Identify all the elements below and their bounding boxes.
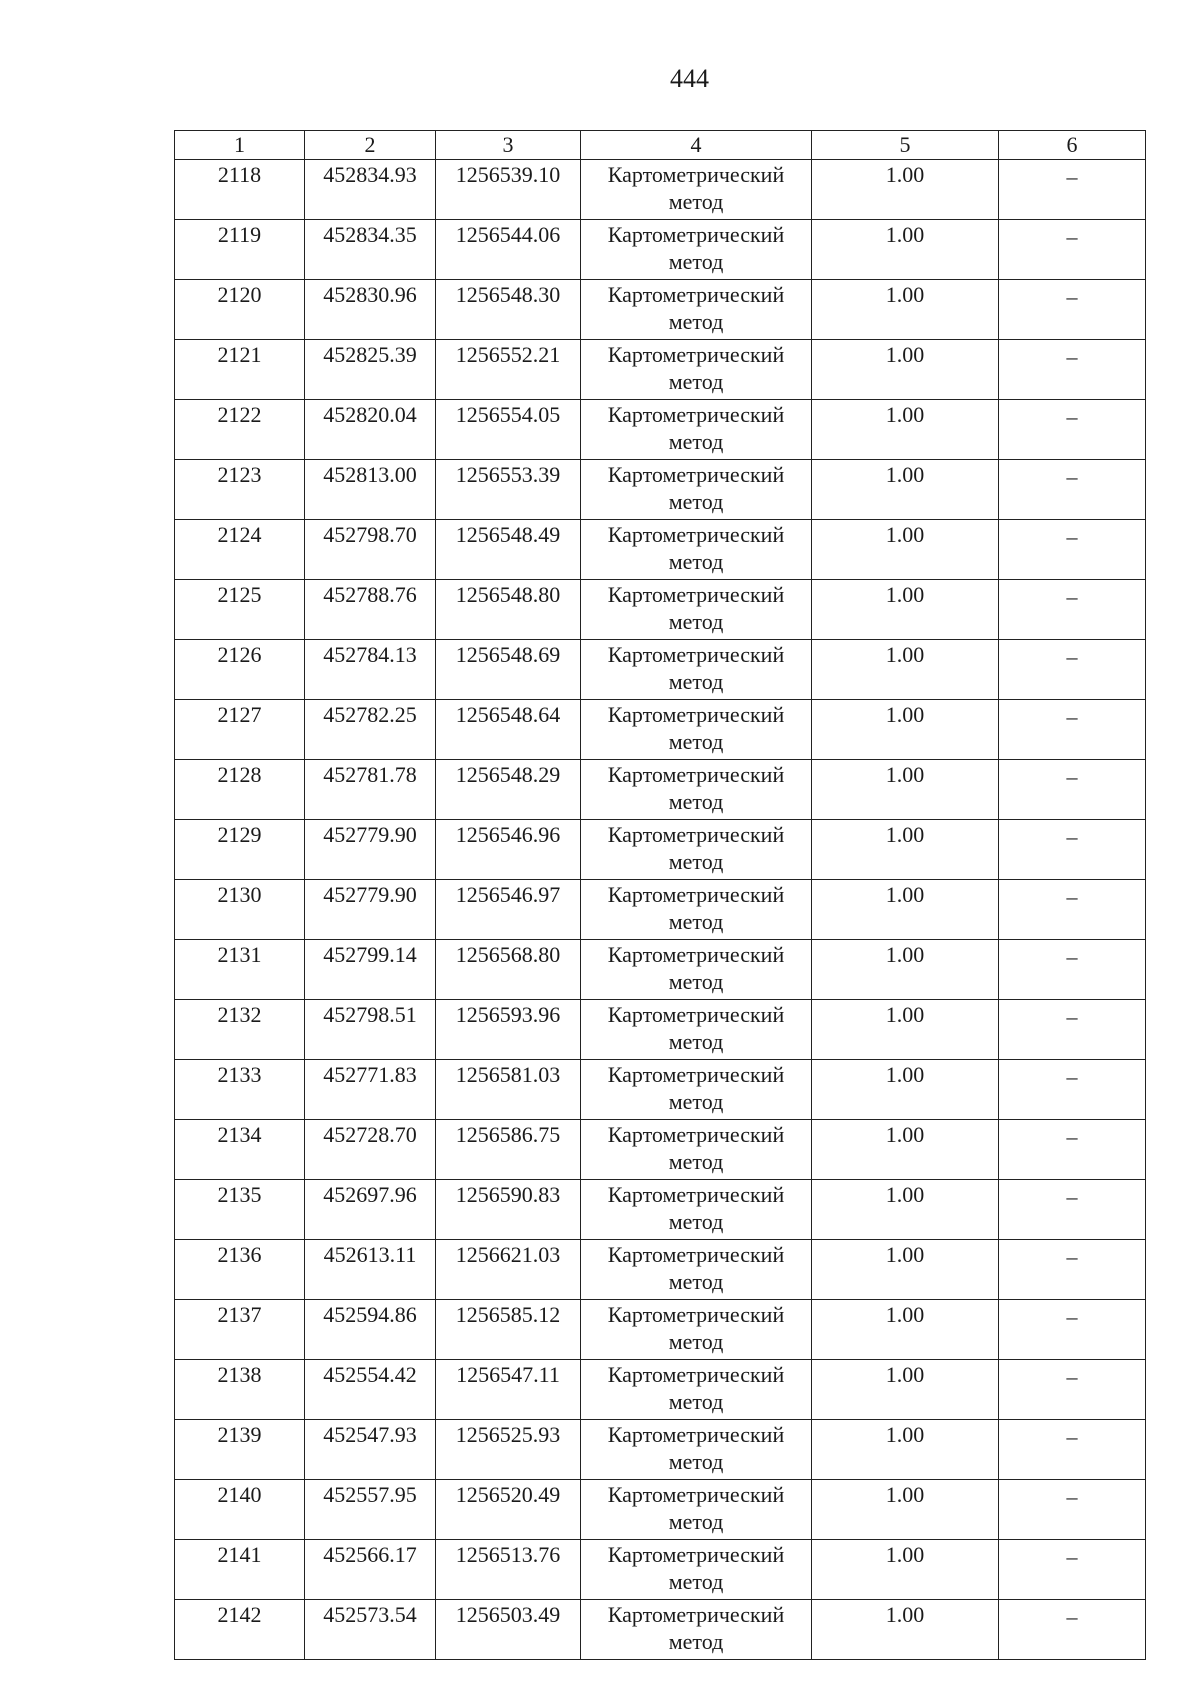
y-coordinate-cell: 1256553.39 — [436, 460, 581, 520]
accuracy-cell: 1.00 — [812, 1120, 999, 1180]
note-cell: – — [999, 220, 1146, 280]
table-row — [175, 820, 1146, 880]
note-cell: – — [999, 460, 1146, 520]
note-cell: – — [999, 1540, 1146, 1600]
table-row — [175, 1480, 1146, 1540]
y-coordinate-cell: 1256546.97 — [436, 880, 581, 940]
table-row — [175, 1060, 1146, 1120]
note-cell: – — [999, 880, 1146, 940]
column-header: 6 — [999, 131, 1146, 160]
x-coordinate-cell: 452820.04 — [305, 400, 436, 460]
accuracy-cell: 1.00 — [812, 760, 999, 820]
column-header: 1 — [175, 131, 305, 160]
method-cell: Картометрический метод — [581, 160, 812, 220]
note-cell: – — [999, 1180, 1146, 1240]
method-cell: Картометрический метод — [581, 1300, 812, 1360]
table-row — [175, 1000, 1146, 1060]
table-row — [175, 1120, 1146, 1180]
table-row — [175, 580, 1146, 640]
method-cell: Картометрический метод — [581, 820, 812, 880]
y-coordinate-cell: 1256503.49 — [436, 1600, 581, 1660]
method-cell: Картометрический метод — [581, 1000, 812, 1060]
point-number-cell: 2140 — [175, 1480, 305, 1540]
table-row — [175, 1360, 1146, 1420]
table-row — [175, 880, 1146, 940]
x-coordinate-cell: 452779.90 — [305, 880, 436, 940]
note-cell: – — [999, 340, 1146, 400]
y-coordinate-cell: 1256552.21 — [436, 340, 581, 400]
accuracy-cell: 1.00 — [812, 700, 999, 760]
y-coordinate-cell: 1256554.05 — [436, 400, 581, 460]
point-number-cell: 2119 — [175, 220, 305, 280]
x-coordinate-cell: 452779.90 — [305, 820, 436, 880]
accuracy-cell: 1.00 — [812, 880, 999, 940]
note-cell: – — [999, 400, 1146, 460]
table-row — [175, 700, 1146, 760]
y-coordinate-cell: 1256548.80 — [436, 580, 581, 640]
point-number-cell: 2142 — [175, 1600, 305, 1660]
method-cell: Картометрический метод — [581, 1180, 812, 1240]
method-cell: Картометрический метод — [581, 700, 812, 760]
accuracy-cell: 1.00 — [812, 820, 999, 880]
method-cell: Картометрический метод — [581, 340, 812, 400]
point-number-cell: 2136 — [175, 1240, 305, 1300]
accuracy-cell: 1.00 — [812, 1180, 999, 1240]
accuracy-cell: 1.00 — [812, 1600, 999, 1660]
note-cell: – — [999, 1420, 1146, 1480]
column-header: 3 — [436, 131, 581, 160]
table-row — [175, 1540, 1146, 1600]
note-cell: – — [999, 1240, 1146, 1300]
x-coordinate-cell: 452697.96 — [305, 1180, 436, 1240]
note-cell: – — [999, 520, 1146, 580]
x-coordinate-cell: 452557.95 — [305, 1480, 436, 1540]
method-cell: Картометрический метод — [581, 760, 812, 820]
accuracy-cell: 1.00 — [812, 640, 999, 700]
x-coordinate-cell: 452728.70 — [305, 1120, 436, 1180]
header-row — [175, 131, 1146, 160]
accuracy-cell: 1.00 — [812, 1060, 999, 1120]
accuracy-cell: 1.00 — [812, 1420, 999, 1480]
note-cell: – — [999, 1600, 1146, 1660]
table-row — [175, 400, 1146, 460]
x-coordinate-cell: 452566.17 — [305, 1540, 436, 1600]
y-coordinate-cell: 1256520.49 — [436, 1480, 581, 1540]
note-cell: – — [999, 1360, 1146, 1420]
method-cell: Картометрический метод — [581, 1120, 812, 1180]
x-coordinate-cell: 452573.54 — [305, 1600, 436, 1660]
x-coordinate-cell: 452834.93 — [305, 160, 436, 220]
y-coordinate-cell: 1256544.06 — [436, 220, 581, 280]
x-coordinate-cell: 452554.42 — [305, 1360, 436, 1420]
method-cell: Картометрический метод — [581, 220, 812, 280]
method-cell: Картометрический метод — [581, 1480, 812, 1540]
method-cell: Картометрический метод — [581, 640, 812, 700]
accuracy-cell: 1.00 — [812, 160, 999, 220]
x-coordinate-cell: 452834.35 — [305, 220, 436, 280]
x-coordinate-cell: 452798.51 — [305, 1000, 436, 1060]
x-coordinate-cell: 452782.25 — [305, 700, 436, 760]
note-cell: – — [999, 1120, 1146, 1180]
point-number-cell: 2126 — [175, 640, 305, 700]
point-number-cell: 2134 — [175, 1120, 305, 1180]
y-coordinate-cell: 1256548.69 — [436, 640, 581, 700]
method-cell: Картометрический метод — [581, 880, 812, 940]
y-coordinate-cell: 1256621.03 — [436, 1240, 581, 1300]
y-coordinate-cell: 1256548.30 — [436, 280, 581, 340]
x-coordinate-cell: 452798.70 — [305, 520, 436, 580]
y-coordinate-cell: 1256581.03 — [436, 1060, 581, 1120]
y-coordinate-cell: 1256547.11 — [436, 1360, 581, 1420]
point-number-cell: 2132 — [175, 1000, 305, 1060]
point-number-cell: 2118 — [175, 160, 305, 220]
method-cell: Картометрический метод — [581, 1240, 812, 1300]
y-coordinate-cell: 1256546.96 — [436, 820, 581, 880]
x-coordinate-cell: 452784.13 — [305, 640, 436, 700]
table-row — [175, 1300, 1146, 1360]
point-number-cell: 2129 — [175, 820, 305, 880]
accuracy-cell: 1.00 — [812, 1540, 999, 1600]
y-coordinate-cell: 1256513.76 — [436, 1540, 581, 1600]
y-coordinate-cell: 1256586.75 — [436, 1120, 581, 1180]
point-number-cell: 2135 — [175, 1180, 305, 1240]
y-coordinate-cell: 1256590.83 — [436, 1180, 581, 1240]
x-coordinate-cell: 452594.86 — [305, 1300, 436, 1360]
table-body — [175, 160, 1146, 1660]
table-row — [175, 1240, 1146, 1300]
table-row — [175, 1600, 1146, 1660]
note-cell: – — [999, 640, 1146, 700]
x-coordinate-cell: 452771.83 — [305, 1060, 436, 1120]
y-coordinate-cell: 1256525.93 — [436, 1420, 581, 1480]
method-cell: Картометрический метод — [581, 1600, 812, 1660]
method-cell: Картометрический метод — [581, 520, 812, 580]
accuracy-cell: 1.00 — [812, 340, 999, 400]
method-cell: Картометрический метод — [581, 460, 812, 520]
note-cell: – — [999, 1300, 1146, 1360]
y-coordinate-cell: 1256568.80 — [436, 940, 581, 1000]
point-number-cell: 2138 — [175, 1360, 305, 1420]
point-number-cell: 2124 — [175, 520, 305, 580]
y-coordinate-cell: 1256585.12 — [436, 1300, 581, 1360]
method-cell: Картометрический метод — [581, 1060, 812, 1120]
y-coordinate-cell: 1256548.64 — [436, 700, 581, 760]
x-coordinate-cell: 452781.78 — [305, 760, 436, 820]
x-coordinate-cell: 452825.39 — [305, 340, 436, 400]
y-coordinate-cell: 1256593.96 — [436, 1000, 581, 1060]
table-row — [175, 160, 1146, 220]
table-row — [175, 520, 1146, 580]
point-number-cell: 2123 — [175, 460, 305, 520]
x-coordinate-cell: 452547.93 — [305, 1420, 436, 1480]
table-row — [175, 280, 1146, 340]
table-row — [175, 220, 1146, 280]
point-number-cell: 2137 — [175, 1300, 305, 1360]
accuracy-cell: 1.00 — [812, 400, 999, 460]
y-coordinate-cell: 1256548.49 — [436, 520, 581, 580]
method-cell: Картометрический метод — [581, 1360, 812, 1420]
point-number-cell: 2122 — [175, 400, 305, 460]
coordinates-table — [174, 130, 1146, 1660]
point-number-cell: 2130 — [175, 880, 305, 940]
accuracy-cell: 1.00 — [812, 280, 999, 340]
column-header: 5 — [812, 131, 999, 160]
table-row — [175, 1180, 1146, 1240]
note-cell: – — [999, 1480, 1146, 1540]
point-number-cell: 2139 — [175, 1420, 305, 1480]
accuracy-cell: 1.00 — [812, 220, 999, 280]
accuracy-cell: 1.00 — [812, 1240, 999, 1300]
note-cell: – — [999, 280, 1146, 340]
accuracy-cell: 1.00 — [812, 580, 999, 640]
table-row — [175, 340, 1146, 400]
table-row — [175, 460, 1146, 520]
table-row — [175, 640, 1146, 700]
table-row — [175, 1420, 1146, 1480]
y-coordinate-cell: 1256548.29 — [436, 760, 581, 820]
x-coordinate-cell: 452813.00 — [305, 460, 436, 520]
table-row — [175, 940, 1146, 1000]
note-cell: – — [999, 580, 1146, 640]
method-cell: Картометрический метод — [581, 400, 812, 460]
point-number-cell: 2141 — [175, 1540, 305, 1600]
method-cell: Картометрический метод — [581, 1540, 812, 1600]
accuracy-cell: 1.00 — [812, 940, 999, 1000]
table-row — [175, 760, 1146, 820]
method-cell: Картометрический метод — [581, 580, 812, 640]
x-coordinate-cell: 452830.96 — [305, 280, 436, 340]
note-cell: – — [999, 820, 1146, 880]
point-number-cell: 2131 — [175, 940, 305, 1000]
column-header: 2 — [305, 131, 436, 160]
note-cell: – — [999, 1060, 1146, 1120]
x-coordinate-cell: 452799.14 — [305, 940, 436, 1000]
accuracy-cell: 1.00 — [812, 1000, 999, 1060]
point-number-cell: 2127 — [175, 700, 305, 760]
accuracy-cell: 1.00 — [812, 1360, 999, 1420]
note-cell: – — [999, 700, 1146, 760]
point-number-cell: 2133 — [175, 1060, 305, 1120]
point-number-cell: 2120 — [175, 280, 305, 340]
x-coordinate-cell: 452788.76 — [305, 580, 436, 640]
note-cell: – — [999, 760, 1146, 820]
method-cell: Картометрический метод — [581, 1420, 812, 1480]
note-cell: – — [999, 1000, 1146, 1060]
y-coordinate-cell: 1256539.10 — [436, 160, 581, 220]
accuracy-cell: 1.00 — [812, 520, 999, 580]
point-number-cell: 2121 — [175, 340, 305, 400]
accuracy-cell: 1.00 — [812, 1300, 999, 1360]
note-cell: – — [999, 940, 1146, 1000]
point-number-cell: 2125 — [175, 580, 305, 640]
accuracy-cell: 1.00 — [812, 1480, 999, 1540]
note-cell: – — [999, 160, 1146, 220]
column-header: 4 — [581, 131, 812, 160]
page-number-text: 444 — [670, 64, 709, 93]
x-coordinate-cell: 452613.11 — [305, 1240, 436, 1300]
method-cell: Картометрический метод — [581, 280, 812, 340]
method-cell: Картометрический метод — [581, 940, 812, 1000]
accuracy-cell: 1.00 — [812, 460, 999, 520]
point-number-cell: 2128 — [175, 760, 305, 820]
